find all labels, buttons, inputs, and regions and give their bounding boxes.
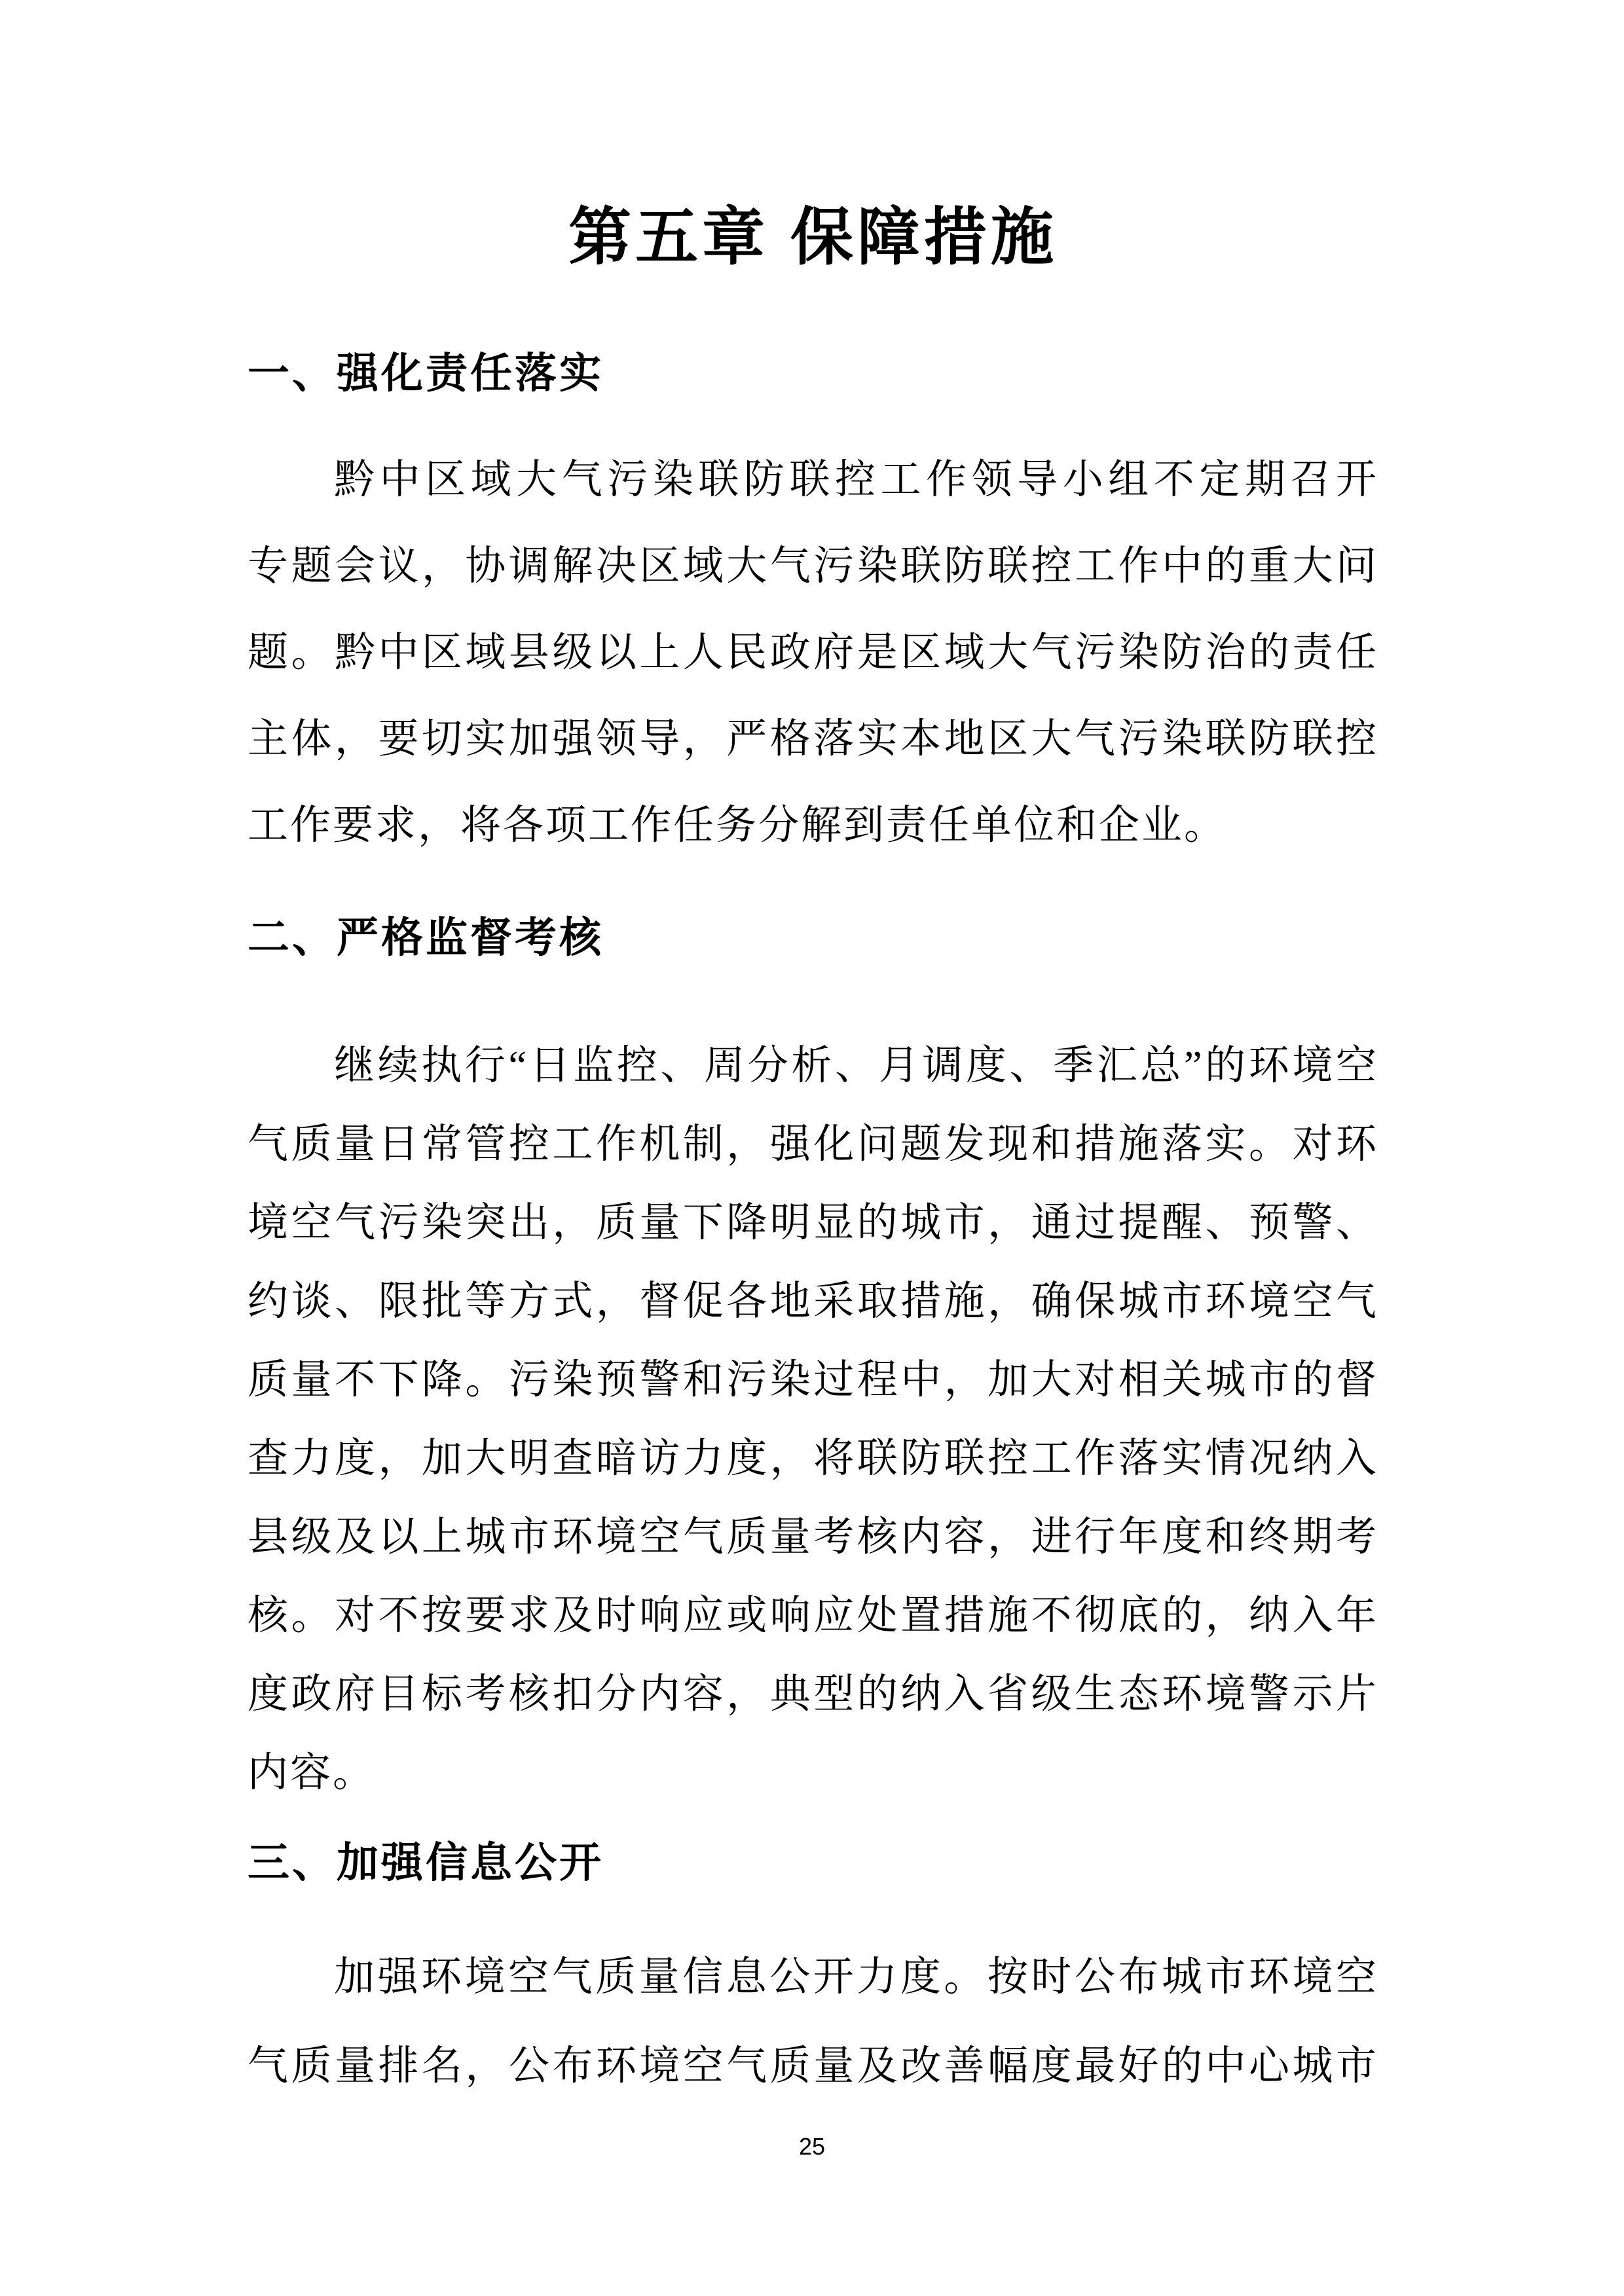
body-line: 内容。 — [248, 1751, 376, 1795]
section-heading-1: 一、强化责任落实 — [248, 350, 604, 397]
section-heading-2: 二、严格监督考核 — [248, 914, 604, 961]
body-line: 加强环境空气质量信息公开力度。按时公布城市环境空 — [334, 1955, 1378, 1999]
body-line: 县级及以上城市环境空气质量考核内容，进行年度和终期考 — [248, 1515, 1378, 1559]
body-line: 专题会议，协调解决区域大气污染联防联控工作中的重大问 — [248, 544, 1378, 589]
paragraph-1 — [248, 437, 1378, 869]
body-line: 主体，要切实加强领导，严格落实本地区大气污染联防联控 — [248, 717, 1378, 761]
body-line: 工作要求，将各项工作任务分解到责任单位和企业。 — [248, 803, 1227, 848]
body-line: 查力度，加大明查暗访力度，将联防联控工作落实情况纳入 — [248, 1436, 1378, 1481]
chapter-title: 第五章 保障措施 — [568, 202, 1058, 272]
body-line: 度政府目标考核扣分内容，典型的纳入省级生态环境警示片 — [248, 1672, 1378, 1717]
page-number: 25 — [798, 2133, 826, 2160]
section-heading-3: 三、加强信息公开 — [248, 1839, 604, 1886]
body-line: 气质量排名，公布环境空气质量及改善幅度最好的中心城市 — [248, 2044, 1378, 2088]
body-line: 黔中区域大气污染联防联控工作领导小组不定期召开 — [334, 458, 1378, 502]
body-line: 核。对不按要求及时响应或响应处置措施不彻底的，纳入年 — [248, 1594, 1378, 1638]
paragraph-3 — [248, 1933, 1378, 2111]
paragraph-2 — [248, 1027, 1378, 1812]
body-line: 质量不下降。污染预警和污染过程中，加大对相关城市的督 — [248, 1358, 1378, 1402]
body-line: 约谈、限批等方式，督促各地采取措施，确保城市环境空气 — [248, 1279, 1378, 1324]
body-line: 继续执行“日监控、周分析、月调度、季汇总”的环境空 — [334, 1044, 1378, 1088]
body-line: 境空气污染突出，质量下降明显的城市，通过提醒、预警、 — [248, 1201, 1378, 1245]
body-line: 题。黔中区域县级以上人民政府是区域大气污染防治的责任 — [248, 630, 1378, 675]
body-line: 气质量日常管控工作机制，强化问题发现和措施落实。对环 — [248, 1122, 1378, 1167]
